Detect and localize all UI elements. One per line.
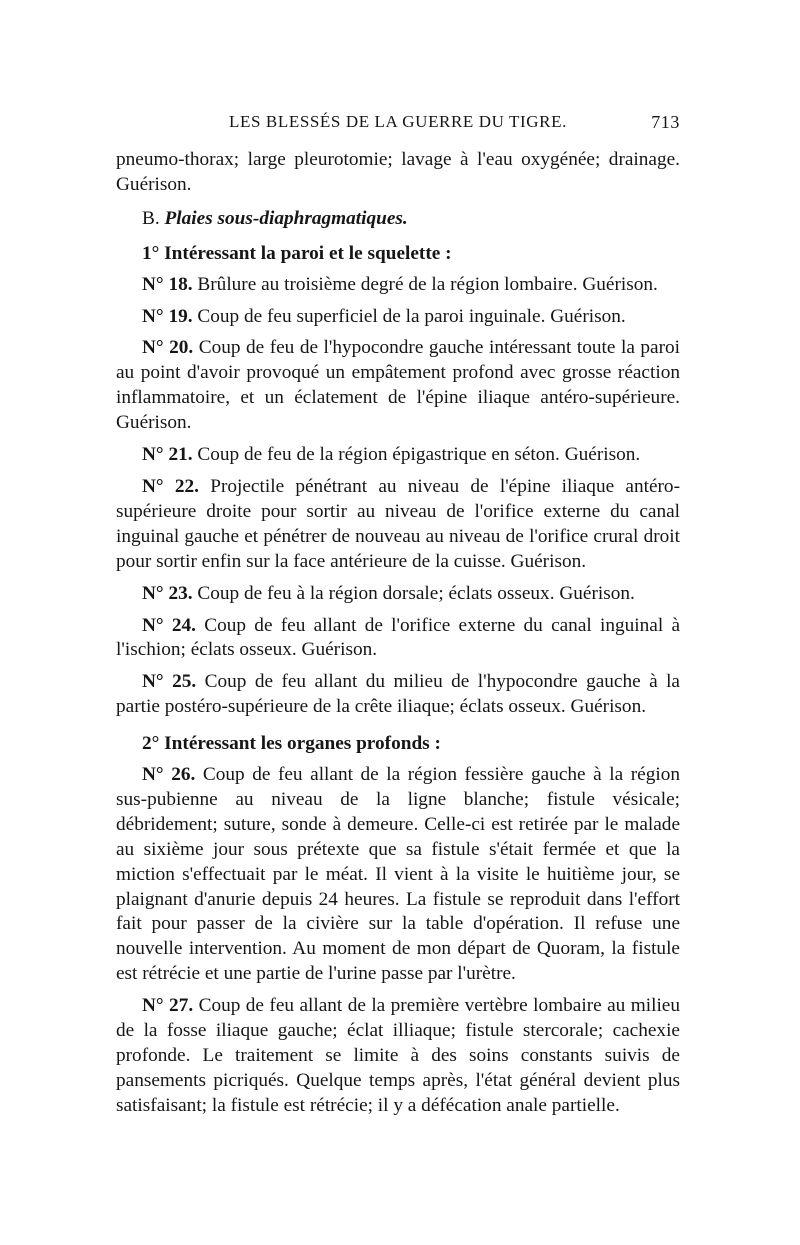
case-number: N° 27. [142,995,194,1017]
case-number: N° 22. [142,475,199,497]
case-text: Coup de feu allant de la région fessière gauche à la région sus-pubienne au niveau de la ligne blanche; fistule vésicale; débridement; suture, sonde à demeure. Celle-ci est retirée par le malade au sixième jour sous prétexte que sa fistule s'était fermée et que la miction s'effectuait par le méat. Il vient à la visite le huitième jour, se plaignant d'anurie depuis 24 heures. La fistule se reproduit dans l'effort fait pour passer de la civière sur la table d'opération. Il refuse une nouvelle intervention. Au moment de mon départ de Quoram, la fistule est rétrécie et une partie de l'urine passe par l'urètre. [116,764,680,985]
case-text: Coup de feu à la région dorsale; éclats osseux. Guérison. [197,582,635,604]
case-number: N° 24. [142,614,196,636]
case-text: Brûlure au troisième degré de la région lombaire. Guérison. [197,273,658,295]
case-paragraph [116,305,680,330]
case-paragraph [116,670,680,720]
case-text: Coup de feu de l'hypocondre gauche intéressant toute la paroi au point d'avoir provoqué un empâtement profond avec grosse réaction inflammatoire, et un éclatement de l'épine iliaque antéro-supérieure. Guérison. [116,337,680,434]
case-paragraph [116,475,680,575]
case-paragraph [116,614,680,664]
case-text: Coup de feu superficiel de la paroi inguinale. Guérison. [197,305,626,327]
continuation-paragraph: pneumo-thorax; large pleurotomie; lavage à l'eau oxygénée; drainage. Guérison. [116,149,680,195]
case-text: Coup de feu allant de l'orifice externe du canal inguinal à l'ischion; éclats osseux. Guérison. [116,614,680,661]
case-number: N° 25. [142,671,197,693]
case-paragraph [116,582,680,607]
case-number: N° 21. [142,444,193,466]
case-paragraph [116,336,680,436]
book-page [116,112,680,1126]
case-number: N° 20. [142,337,194,359]
section-letter: B. [142,207,160,229]
case-number: N° 23. [142,582,193,604]
case-text: Coup de feu allant de la première vertèbre lombaire au milieu de la fosse iliaque gauche; éclat illiaque; fistule stercorale; cachexie profonde. Le traitement se limite à des soins constants suivis de pansements picriqués. Quelque temps après, l'état général devient plus satisfaisant; la fistule est rétrécie; il y a défécation anale partielle. [116,995,680,1116]
case-paragraph [116,994,680,1119]
case-paragraph [116,273,680,298]
running-title: LES BLESSÉS DE LA GUERRE DU TIGRE. [229,112,567,131]
subsection-heading-2: 2° Intéressant les organes profonds : [142,733,441,755]
case-text: Coup de feu de la région épigastrique en séton. Guérison. [197,444,641,466]
case-text: Projectile pénétrant au niveau de l'épine iliaque antéro-supérieure droite pour sortir au niveau de l'orifice externe du canal inguinal gauche et pénétrer de nouveau au niveau de l'orifice crural droit pour sortir enfin sur la face antérieure de la cuisse. Guérison. [116,475,680,572]
page-number: 713 [651,112,680,132]
case-text: Coup de feu allant du milieu de l'hypocondre gauche à la partie postéro-supérieure de la crête iliaque; éclats osseux. Guérison. [116,671,680,718]
subsection-heading-1: 1° Intéressant la paroi et le squelette : [142,242,452,264]
case-number: N° 19. [142,305,193,327]
case-paragraph [116,443,680,468]
case-number: N° 18. [142,273,193,295]
page-body [116,148,680,1119]
case-number: N° 26. [142,764,196,786]
case-paragraph [116,763,680,987]
section-heading [116,207,680,232]
running-header [116,112,680,142]
section-title: Plaies sous-diaphragmatiques. [164,207,408,229]
